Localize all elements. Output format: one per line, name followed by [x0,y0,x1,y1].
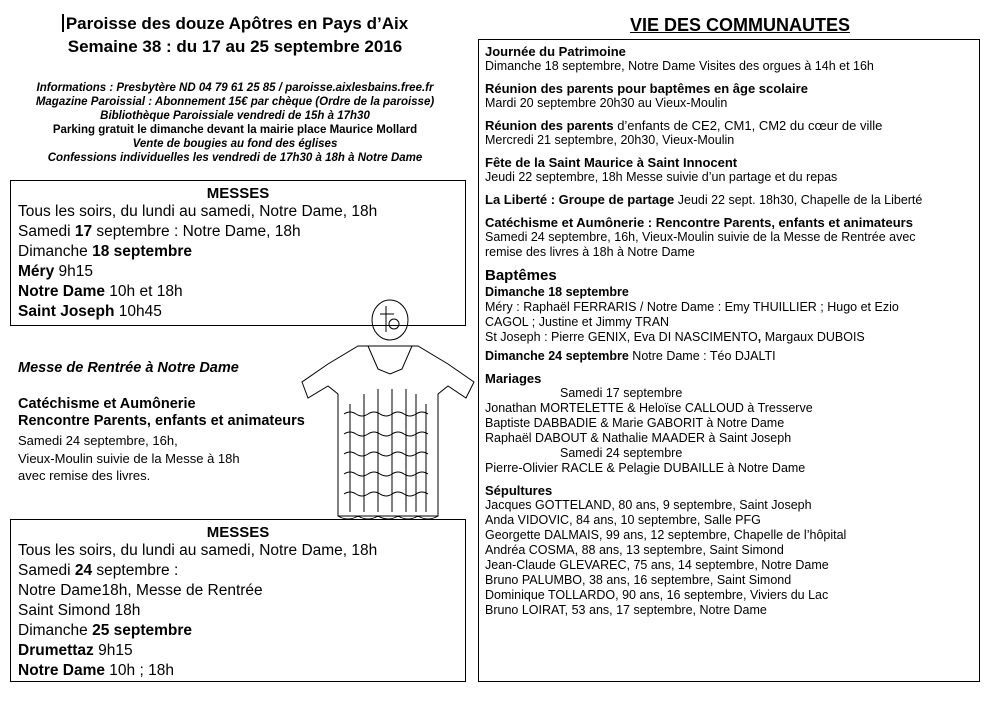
sepulture-line: Andréa COSMA, 88 ans, 13 septembre, Saint Simond [485,543,784,557]
baptemes-heading: Baptêmes [485,267,557,284]
mariages-date: Samedi 17 septembre [560,386,683,400]
sepulture-line: Anda VIDOVIC, 84 ans, 10 septembre, Salle PFG [485,513,761,527]
liberte-line: La Liberté : Groupe de partage Jeudi 22 sept. 18h30, Chapelle de la Liberté [485,192,923,207]
messes-line: Notre Dame 10h et 18h [18,283,183,300]
messes-line: Samedi 24 septembre : [18,562,179,579]
catechisme-subheading: Rencontre Parents, enfants et animateurs [18,413,305,429]
sepulture-line: Georgette DALMAIS, 99 ans, 12 septembre, Chapelle de l’hôpital [485,528,847,542]
messes-line: Méry 9h15 [18,263,93,280]
catechisme-text: Vieux-Moulin suivie de la Messe à 18h [18,451,240,466]
messes-title: MESSES [206,524,270,541]
messes-line: Samedi 17 septembre : Notre Dame, 18h [18,223,301,240]
rentree-heading: Messe de Rentrée à Notre Dame [18,360,239,376]
fete-text: Jeudi 22 septembre, 18h Messe suivie d’un partage et du repas [485,170,838,184]
messes-line: Saint Joseph 10h45 [18,303,162,320]
mariages-line: Jonathan MORTELETTE & Heloïse CALLOUD à Tresserve [485,401,813,415]
vie-des-communautes-box [478,39,980,682]
info-line: Vente de bougies au fond des églises [132,138,338,150]
patrimoine-text: Dimanche 18 septembre, Notre Dame Visites des orgues à 14h et 16h [485,59,874,73]
mariages-date: Samedi 24 septembre [560,446,683,460]
messes-box-2 [10,519,466,682]
baptemes-line: St Joseph : Pierre GENIX, Eva DI NASCIMENTO, Margaux DUBOIS [485,330,865,344]
catechisme-heading: Catéchisme et Aumônerie [18,396,196,412]
mariages-line: Pierre-Olivier RACLE & Pelagie DUBAILLE à Notre Dame [485,461,806,475]
baptemes-date: Dimanche 18 septembre [485,285,629,299]
mariages-line: Baptiste DABBADIE & Marie GABORIT à Notre Dame [485,416,785,430]
reunion-text-2: Mercredi 21 septembre, 20h30, Vieux-Moulin [485,133,735,147]
messes-line: Dimanche 18 septembre [18,243,193,260]
mariages-heading: Mariages [485,371,542,386]
baptemes-line: Méry : Raphaël FERRARIS / Notre Dame : Emy THUILLIER ; Hugo et Ezio [485,300,899,314]
messes-line: Notre Dame 10h ; 18h [18,662,174,679]
sepulture-line: Bruno LOIRAT, 53 ans, 17 septembre, Notre Dame [485,603,767,617]
info-line: Confessions individuelles les vendredi de 17h30 à 18h à Notre Dame [47,152,423,164]
reunion-text: Mardi 20 septembre 20h30 au Vieux-Moulin [485,96,728,110]
reunion-heading-2: Réunion des parents d’enfants de CE2, CM1, CM2 du cœur de ville [485,118,883,133]
baptemes-line: Dimanche 24 septembre Notre Dame : Téo DJALTI [485,349,776,363]
parish-title: Paroisse des douze Apôtres en Pays d’Aix [0,14,470,34]
sepulture-line: Dominique TOLLARDO, 90 ans, 16 septembre, Viviers du Lac [485,588,829,602]
info-line: Bibliothèque Paroissiale vendredi de 15h à 17h30 [100,110,370,122]
messes-line: Saint Simond 18h [18,602,141,619]
info-line: Informations : Presbytère ND 04 79 61 25 85 / paroisse.aixlesbains.free.fr [36,82,434,94]
catechisme-text-right: remise des livres à 18h à Notre Dame [485,245,695,259]
patrimoine-heading: Journée du Patrimoine [485,44,626,59]
priest-illustration [298,294,480,526]
catechisme-text: avec remise des livres. [18,468,151,483]
sepulture-line: Jacques GOTTELAND, 80 ans, 9 septembre, Saint Joseph [485,498,812,512]
catechisme-text-right: Samedi 24 septembre, 16h, Vieux-Moulin suivie de la Messe de Rentrée avec [485,230,916,244]
sepultures-heading: Sépultures [485,483,553,498]
messes-line: Drumettaz 9h15 [18,642,133,659]
messes-line: Dimanche 25 septembre [18,622,193,639]
info-line: Parking gratuit le dimanche devant la mairie place Maurice Mollard [52,124,418,136]
reunion-heading: Réunion des parents pour baptêmes en âge scolaire [485,81,808,96]
catechisme-heading-right: Catéchisme et Aumônerie : Rencontre Parents, enfants et animateurs [485,215,913,230]
catechisme-text: Samedi 24 septembre, 16h, [18,433,178,448]
messes-line: Notre Dame18h, Messe de Rentrée [18,582,263,599]
messes-line: Tous les soirs, du lundi au samedi, Notre Dame, 18h [18,203,378,220]
mariages-line: Raphaël DABOUT & Nathalie MAADER à Saint Joseph [485,431,792,445]
sepulture-line: Bruno PALUMBO, 38 ans, 16 septembre, Saint Simond [485,573,792,587]
baptemes-line: CAGOL ; Justine et Jimmy TRAN [485,315,670,329]
messes-line: Tous les soirs, du lundi au samedi, Notre Dame, 18h [18,542,378,559]
week-title: Semaine 38 : du 17 au 25 septembre 2016 [67,37,403,56]
fete-heading: Fête de la Saint Maurice à Saint Innocent [485,155,738,170]
sepulture-line: Jean-Claude GLEVAREC, 75 ans, 14 septembre, Notre Dame [485,558,829,572]
info-line: Magazine Paroissial : Abonnement 15€ par chèque (Ordre de la paroisse) [35,96,435,108]
messes-title: MESSES [206,185,270,202]
vie-des-communautes-title: VIE DES COMMUNAUTES [629,15,851,35]
